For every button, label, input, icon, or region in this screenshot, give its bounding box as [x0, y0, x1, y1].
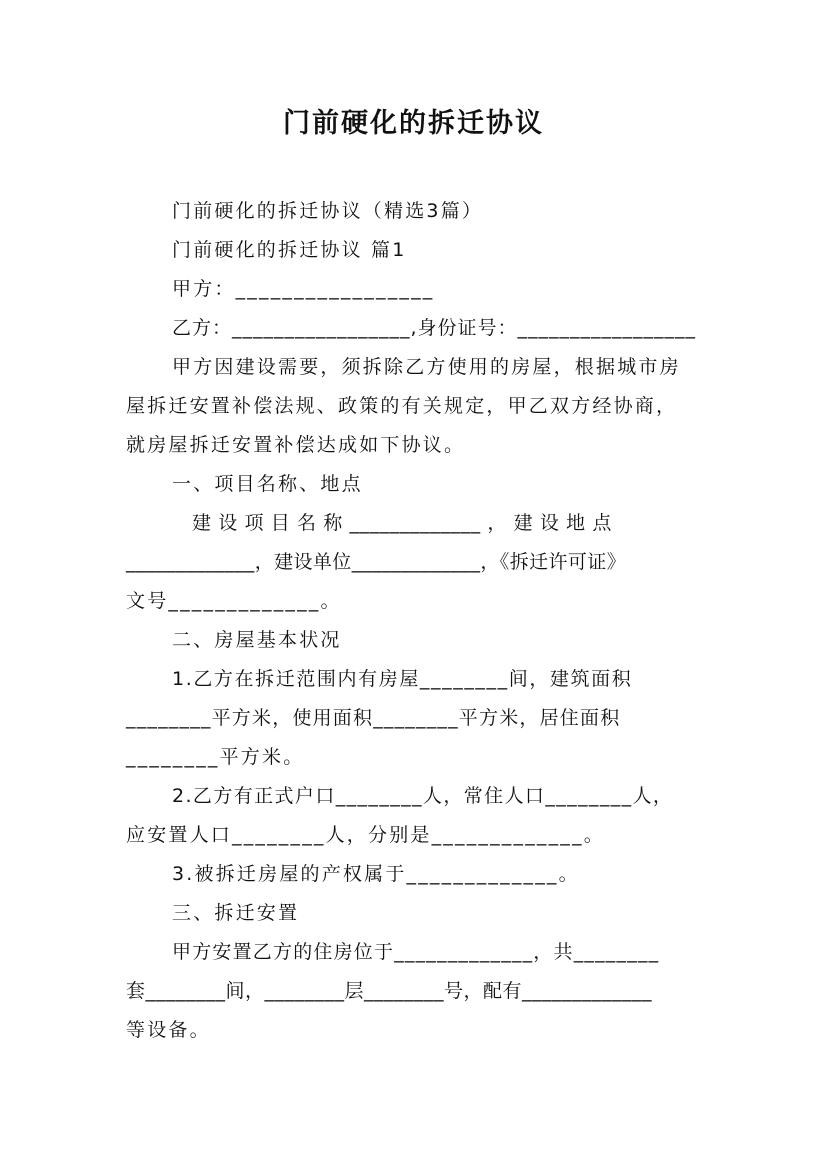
subtitle-line: 门前硬化的拆迁协议（精选3篇） [172, 200, 484, 222]
section-heading-line: 三、拆迁安置 [172, 902, 300, 924]
body-line: 甲方安置乙方的住房位于_____________，共________ [172, 941, 660, 963]
body-line: 就房屋拆迁安置补偿达成如下协议。 [126, 434, 466, 456]
body-line: 建 设 项 目 名 称 _____________ ， 建 设 地 点 [192, 512, 612, 534]
party-a-line: 甲方：_________________ [172, 278, 435, 300]
body-line: 3.被拆迁房屋的产权属于_____________。 [172, 863, 580, 885]
body-line: ________平方米。 [126, 746, 305, 768]
section-heading-line: 门前硬化的拆迁协议 篇1 [172, 239, 407, 261]
body-line: 等设备。 [126, 1019, 211, 1041]
body-line: _____________，建设单位_____________，《拆迁许可证》 [126, 551, 627, 573]
party-b-line: 乙方：_________________,身份证号：_________________ [172, 317, 697, 339]
body-line: ________平方米，使用面积________平方米，居住面积 [126, 707, 621, 729]
body-line: 1.乙方在拆迁范围内有房屋________间，建筑面积 [172, 668, 633, 690]
body-line: 套________间，________层________号，配有_____________ [126, 980, 653, 1002]
section-heading-line: 一、项目名称、地点 [172, 473, 363, 495]
document-title: 门前硬化的拆迁协议 [283, 108, 544, 139]
body-line: 文号_____________。 [126, 590, 342, 612]
body-line: 甲方因建设需要，须拆除乙方使用的房屋，根据城市房 [172, 356, 681, 378]
body-line: 2.乙方有正式户口________人，常住人口________人， [172, 785, 674, 807]
section-heading-line: 二、房屋基本状况 [172, 629, 342, 651]
body-line: 屋拆迁安置补偿法规、政策的有关规定，甲乙双方经协商， [126, 395, 678, 417]
body-line: 应安置人口________人，分别是_____________。 [126, 824, 605, 846]
